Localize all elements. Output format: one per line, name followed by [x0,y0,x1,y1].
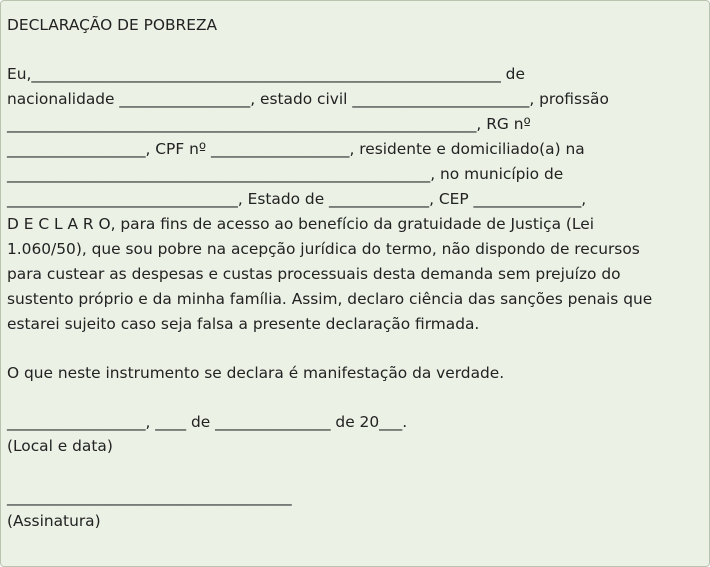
date-caption: (Local e data) [7,437,113,455]
body-line-8: 1.060/50), que sou pobre na acepção jurídica do termo, não dispondo de recursos [7,240,640,258]
body-line-3: _____________________________________________________________, RG nº [7,115,531,133]
body-line-11: estarei sujeito caso seja falsa a presente declaração firmada. [7,315,480,333]
body-line-10: sustento próprio e da minha família. Assim, declaro ciência das sanções penais que [7,290,653,308]
body-line-7: D E C L A R O, para fins de acesso ao benefício da gratuidade de Justiça (Lei [7,215,594,233]
body-line-9: para custear as despesas e custas processuais desta demanda sem prejuízo do [7,265,621,283]
body-line-4: __________________, CPF nº __________________, residente e domiciliado(a) na [7,140,585,158]
signature-line: _____________________________________ [7,488,292,506]
body-line-6: ______________________________, Estado de _____________, CEP ______________, [7,190,587,208]
date-line: __________________, ____ de _______________ de 20___. [7,413,408,431]
body-line-5: _______________________________________________________, no município de [7,165,564,183]
signature-caption: (Assinatura) [7,512,101,530]
document-title: DECLARAÇÃO DE POBREZA [7,16,218,34]
truth-statement: O que neste instrumento se declara é manifestação da verdade. [7,364,505,382]
body-line-1: Eu,_____________________________________________________________ de [7,65,525,83]
body-line-2: nacionalidade _________________, estado civil _______________________, profissão [7,90,609,108]
